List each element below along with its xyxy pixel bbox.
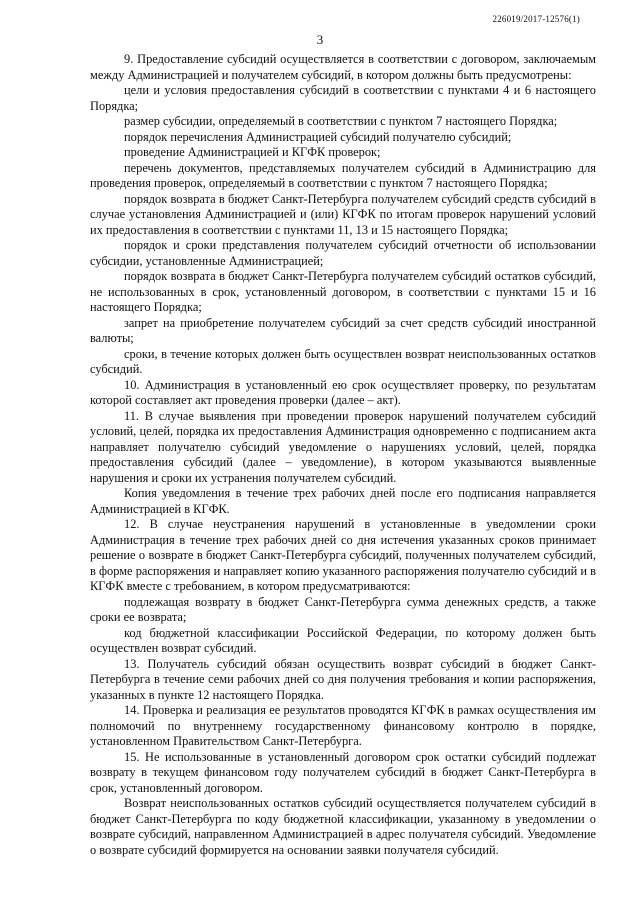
list-item: проведение Администрацией и КГФК проверок; — [124, 145, 381, 159]
paragraph-14: 14. Проверка и реализация ее результатов проводятся КГФК в рамках осуществления им полномочий по внутреннему государственному финансовому контролю в порядке, установленном Правительством Санкт-Петербурга. — [90, 703, 596, 748]
paragraph-15: 15. Не использованные в установленный договором срок остатки субсидий подлежат возврату в текущем финансовом году получателем субсидий в бюджет Санкт-Петербурга в срок, установленный договором. — [90, 749, 596, 795]
paragraph-12: 12. В случае неустранения нарушений в установленные в уведомлении сроки Администрация в течение трех рабочих дней со дня истечения указанных сроков принимает решение о возврате в бюджет Санкт-Петербурга субсидий, полученных получателем субсидий, в форме распоряжения и направляет копию указанного распоряжения получателю субсидий и в КГФК вместе с требованием, в котором предусматриваются: — [90, 517, 596, 593]
paragraph-11: 11. В случае выявления при проведении проверок нарушений получателем субсидий условий, целей, порядка их предоставления Администрация одновременно с подписанием акта направляет получателю субсидий уведомление о нарушениях условий, целей, порядка предоставления субсидий (далее – уведомление), в котором указываются выявленные нарушения и сроки их устранения получателем субсидий. — [90, 408, 596, 485]
list-item: код бюджетной классификации Российской Федерации, по которому должен быть осуществлен возврат субсидий. — [90, 625, 596, 655]
list-item: перечень документов, представляемых получателем субсидий в Администрацию для проведения проверок, определяемый в соответствии с пунктом 7 настоящего Порядка; — [90, 160, 596, 190]
paragraph-11-copy: Копия уведомления в течение трех рабочих дней после его подписания направляется Администрацией в КГФК. — [90, 486, 596, 516]
paragraph-15-return: Возврат неиспользованных остатков субсидий осуществляется получателем субсидий в бюджет Санкт-Петербурга по коду бюджетной классификации, указанному в уведомлении о возврате субсидий, направленном Администрацией в адрес получателя субсидий. Уведомление о возврате субсидий формируется на основании заявки получателя субсидий. — [90, 796, 596, 857]
page-number: 3 — [316, 32, 324, 47]
list-item: порядок и сроки представления получателем субсидий отчетности об использовании субсидии, установленные Администрацией; — [90, 238, 596, 268]
list-item: порядок возврата в бюджет Санкт-Петербурга получателем субсидий остатков субсидий, не использованных в срок, установленный договором, в соответствии с пунктами 15 и 16 настоящего Порядка; — [90, 269, 596, 314]
list-item: порядок перечисления Администрацией субсидий получателю субсидий; — [124, 129, 512, 144]
paragraph-9: 9. Предоставление субсидий осуществляется в соответствии с договором, заключаемым между Администрацией и получателем субсидий, в котором должны быть предусмотрены: — [90, 52, 596, 82]
list-item: порядок возврата в бюджет Санкт-Петербурга получателем субсидий средств субсидий в случае установления Администрацией и (или) КГФК по итогам проверок нарушений условий их предоставления в соответствии с пунктами 11, 13 и 15 настоящего Порядка; — [90, 191, 596, 237]
paragraph-13: 13. Получатель субсидий обязан осуществить возврат субсидий в бюджет Санкт-Петербурга в течение семи рабочих дней со дня получения требования и копии распоряжения, указанных в пункте 12 настоящего Порядка. — [90, 656, 596, 702]
paragraph-10: 10. Администрация в установленный ею срок осуществляет проверку, по результатам которой составляет акт проведения проверки (далее – акт). — [90, 377, 596, 407]
list-item: размер субсидии, определяемый в соответствии с пунктом 7 настоящего Порядка; — [124, 114, 558, 128]
list-item: цели и условия предоставления субсидий в соответствии с пунктами 4 и 6 настоящего Порядка; — [90, 83, 596, 113]
document-id: 226019/2017-12576(1) — [492, 14, 580, 24]
list-item: подлежащая возврату в бюджет Санкт-Петербурга сумма денежных средств, а также сроки ее возврата; — [90, 594, 596, 624]
list-item: сроки, в течение которых должен быть осуществлен возврат неиспользованных остатков субсидий. — [90, 346, 596, 376]
list-item: запрет на приобретение получателем субсидий за счет средств субсидий иностранной валюты; — [90, 315, 596, 345]
document-body — [90, 52, 596, 858]
